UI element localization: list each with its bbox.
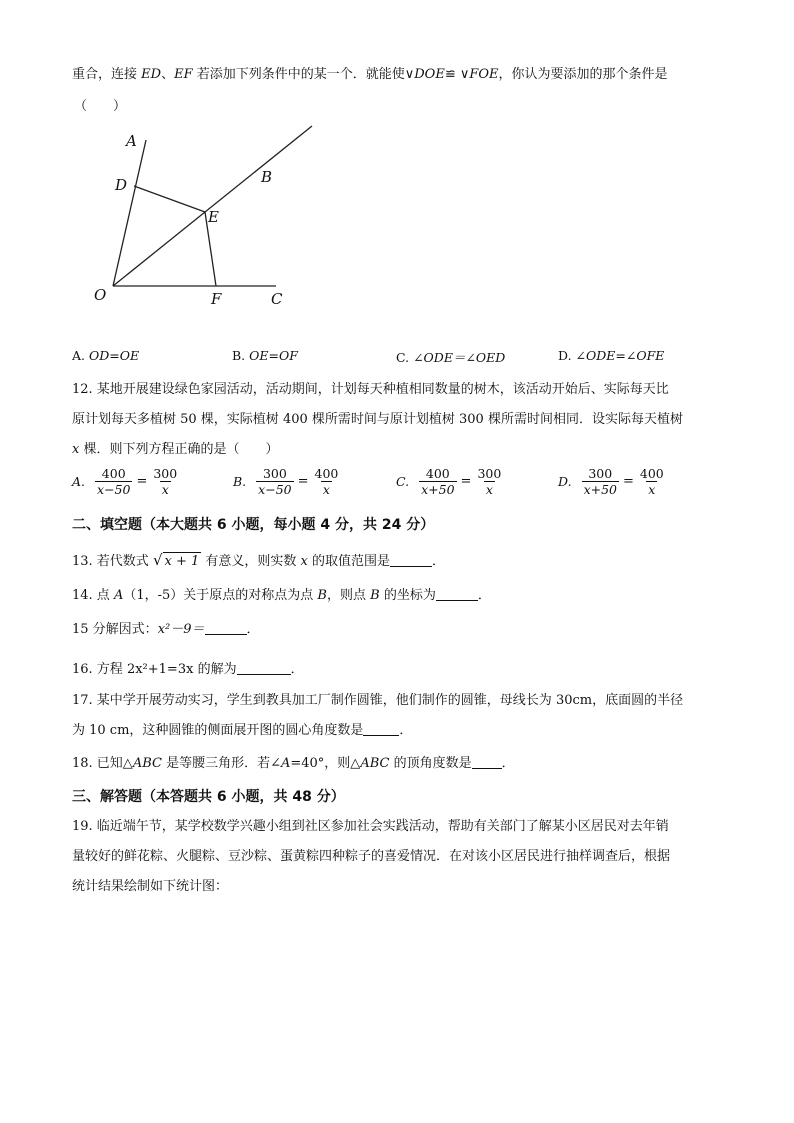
q15-line: 15 分解因式：x²－9＝ ．	[72, 622, 260, 637]
label-c: C	[271, 290, 283, 308]
q12-option-c[interactable]: C. $\frac{400}{x+50}$ = $\frac{300}{x}$	[396, 466, 502, 497]
q11-option-a[interactable]: A. OD=OE	[72, 348, 140, 363]
label-d: D	[115, 176, 128, 194]
q17-line2: 为 10 cm，这种圆锥的侧面展开图的圆心角度数是 ．	[72, 723, 413, 738]
q19-line3: 统计结果绘制如下统计图：	[72, 879, 229, 894]
q17-line1: 17. 某中学开展劳动实习，学生到教具加工厂制作圆锥，他们制作的圆锥，母线长为 30cm，底面圆的半径	[72, 693, 684, 708]
q16-line: 16. 方程 2x²+1=3x 的解为 ．	[72, 662, 304, 677]
q11-answer-paren: （ ）	[74, 99, 127, 114]
q12-line1: 12. 某地开展建设绿色家园活动，活动期间，计划每天种植相同数量的树木，该活动开始后、实际每天比	[72, 382, 669, 397]
label-b: B	[261, 168, 273, 186]
q11-option-d[interactable]: D. ∠ODE=∠OFE	[558, 348, 665, 363]
q13-answer-blank[interactable]	[390, 554, 432, 567]
q17-answer-blank[interactable]	[363, 723, 399, 736]
q13-line: 13. 若代数式 √ x + 1 有意义，则实数 x 的取值范围是 ．	[72, 551, 446, 569]
label-e: E	[208, 208, 219, 226]
q12-line2: 原计划每天多植树 50 棵，实际植树 400 棵所需时间与原计划植树 300 棵所需时间相同．设实际每天植树	[72, 412, 683, 427]
q15-answer-blank[interactable]	[205, 622, 247, 635]
q12-option-a[interactable]: A. $\frac{400}{x-50}$ = $\frac{300}{x}$	[72, 466, 178, 497]
q11-option-c[interactable]: C. ∠ODE＝∠OED	[396, 350, 506, 365]
q18-answer-blank[interactable]	[472, 756, 502, 769]
q19-line2: 量较好的鲜花粽、火腿粽、豆沙粽、蛋黄粽四种粽子的喜爱情况．在对该小区居民进行抽样调查后，根据	[72, 849, 671, 864]
q12-option-d[interactable]: D. $\frac{300}{x+50}$ = $\frac{400}{x}$	[558, 466, 664, 497]
q18-line: 18. 已知△ABC 是等腰三角形．若∠A=40°，则△ABC 的顶角度数是 ．	[72, 756, 515, 771]
label-o: O	[94, 286, 107, 304]
q14-answer-blank[interactable]	[436, 588, 478, 601]
q12-option-b[interactable]: B. $\frac{300}{x-50}$ = $\frac{400}{x}$	[233, 466, 339, 497]
q12-line3: x 棵．则下列方程正确的是（ ）	[72, 442, 279, 457]
label-a: A	[126, 132, 137, 150]
segment-de	[134, 186, 205, 212]
q16-answer-blank[interactable]	[237, 662, 291, 675]
q11-option-b[interactable]: B. OE=OF	[232, 348, 298, 363]
section-fill-in-title: 二、填空题（本大题共 6 小题，每小题 4 分，共 24 分）	[72, 517, 435, 533]
section-solutions-title: 三、解答题（本答题共 6 小题，共 48 分）	[72, 789, 345, 805]
q11-geometry-figure	[80, 118, 340, 318]
q11-line1: 重合，连接 ED、EF 若添加下列条件中的某一个．就能使∨DOE≌ ∨FOE，你认为要添加的那个条件是	[72, 67, 668, 82]
q14-line: 14. 点 A（1，-5）关于原点的对称点为点 B，则点 B 的坐标为 ．	[72, 588, 491, 603]
label-f: F	[211, 290, 222, 308]
q19-line1: 19. 临近端午节，某学校数学兴趣小组到社区参加社会实践活动，帮助有关部门了解某小区居民对去年销	[72, 819, 669, 834]
